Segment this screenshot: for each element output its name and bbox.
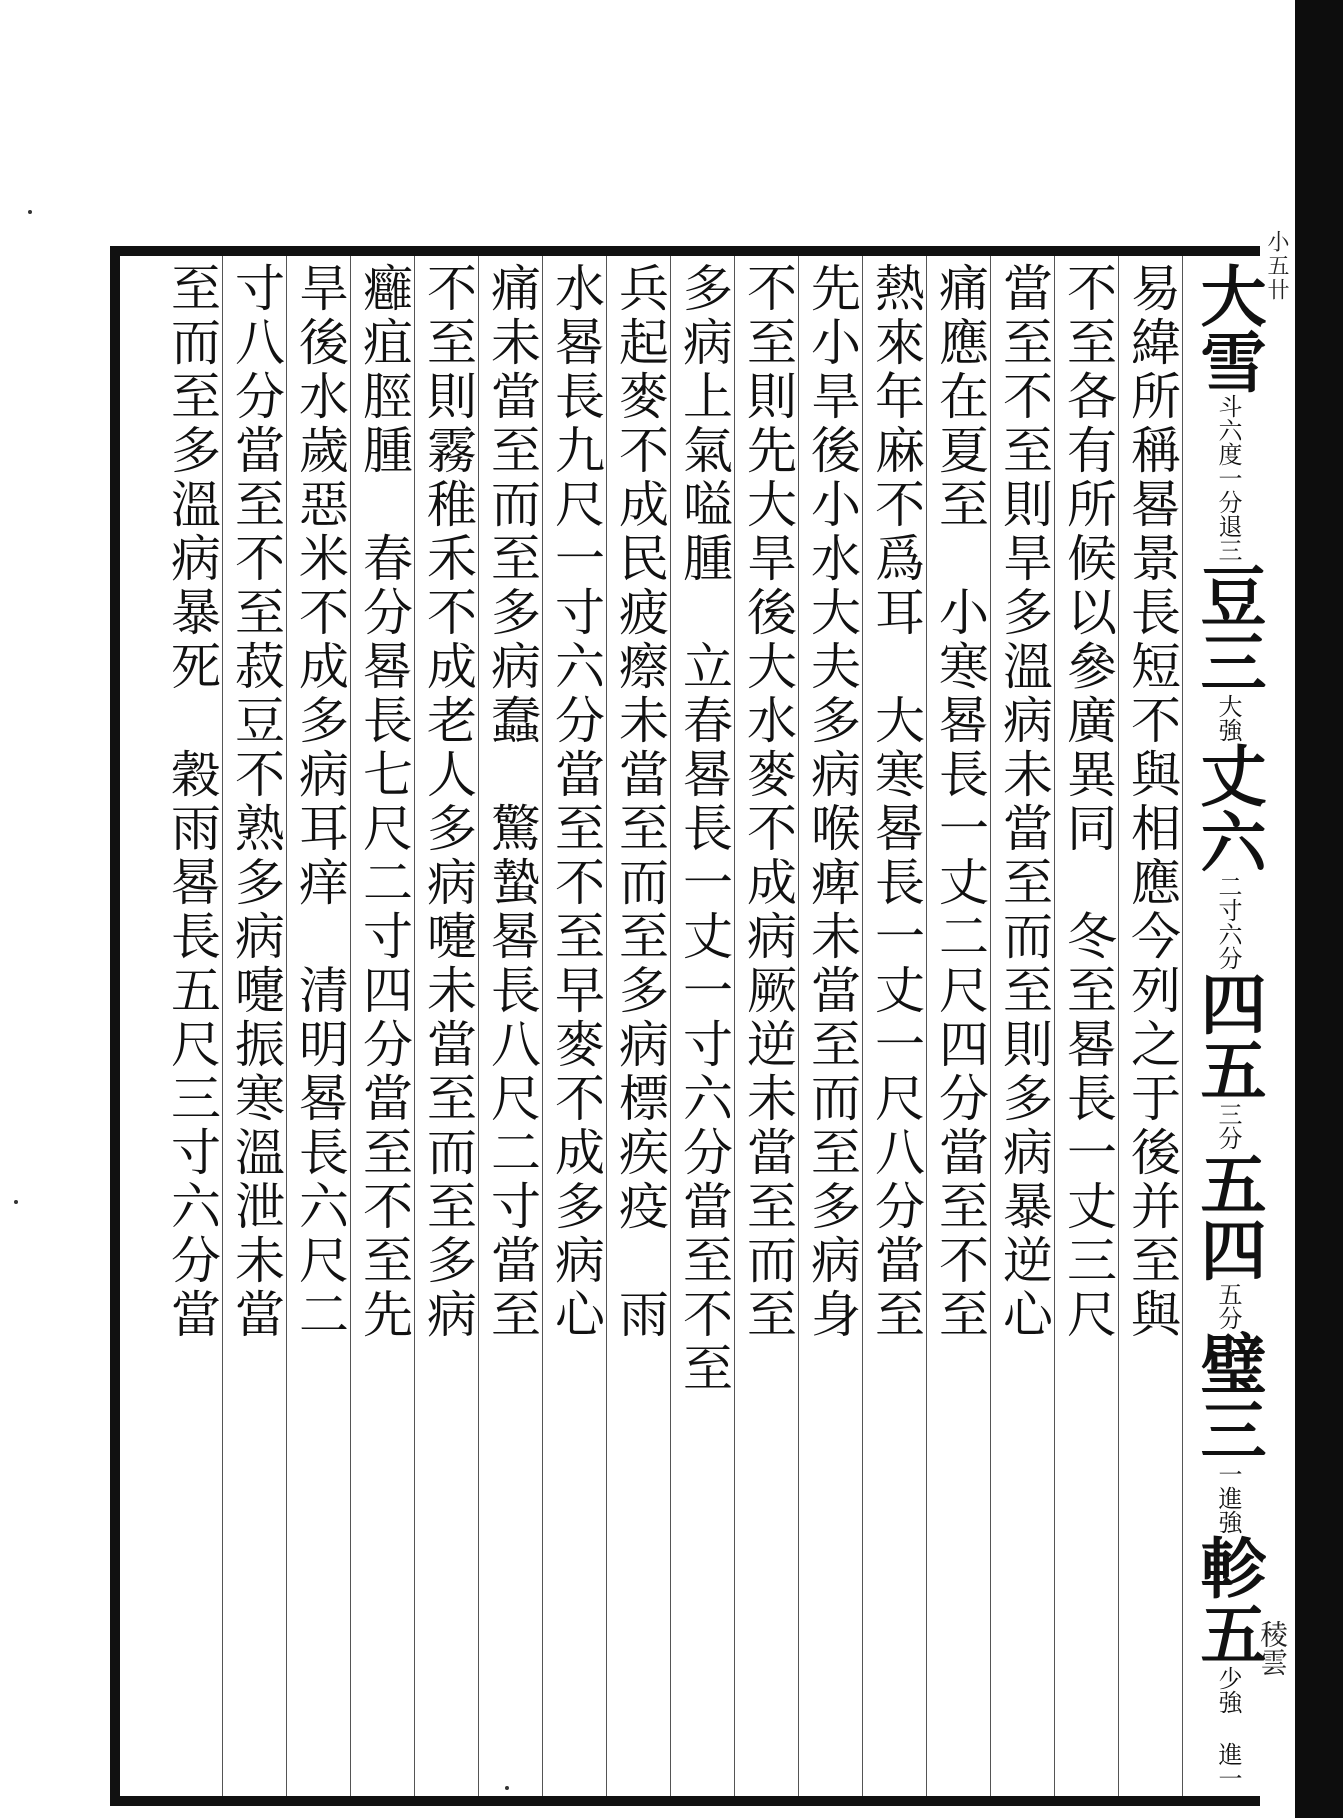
header-label-1: 大雪 bbox=[1189, 262, 1267, 394]
text-column-14: 旱後水歲惡米不成多病耳痒 清明晷長六尺二 bbox=[291, 262, 349, 1342]
column-rule bbox=[926, 256, 927, 1796]
column-rule bbox=[478, 256, 479, 1796]
header-column bbox=[1188, 262, 1267, 1792]
margin-note-top: 小五卄 bbox=[1264, 230, 1289, 302]
text-column-4: 痛應在夏至 小寒晷長一丈二尺四分當至不至 bbox=[931, 262, 989, 1342]
column-rule bbox=[606, 256, 607, 1796]
column-rule bbox=[798, 256, 799, 1796]
header-label-3: 丈六 bbox=[1189, 742, 1267, 874]
header-note-3: 二寸六分 bbox=[1214, 874, 1242, 970]
text-column-13: 癰疽脛腫 春分晷長七尺二寸四分當至不至先 bbox=[355, 262, 413, 1342]
header-note-2: 大強 bbox=[1214, 694, 1242, 742]
column-rule bbox=[286, 256, 287, 1796]
margin-note-bottom: 稜雲 bbox=[1256, 1620, 1289, 1676]
header-note-6: 一進強 bbox=[1214, 1462, 1242, 1534]
header-label-4: 四五 bbox=[1189, 970, 1267, 1102]
text-column-16: 至而至多溫病暴死 穀雨晷長五尺三寸六分當 bbox=[163, 262, 221, 1342]
text-column-12: 不至則霧稚禾不成老人多病嚏未當至而至多病 bbox=[419, 262, 477, 1342]
text-column-2: 不至各有所候以參廣異同 冬至晷長一丈三尺 bbox=[1059, 262, 1117, 1342]
scan-speck bbox=[28, 210, 32, 214]
column-rule bbox=[1182, 256, 1183, 1796]
header-label-6: 璧三 bbox=[1189, 1330, 1267, 1462]
text-column-10: 水晷長九尺一寸六分當至不至早麥不成多病心 bbox=[547, 262, 605, 1342]
text-column-1: 易緯所稱晷景長短不與相應今列之于後并至與 bbox=[1123, 262, 1181, 1342]
column-rule bbox=[350, 256, 351, 1796]
header-note-7: 少強 進一 bbox=[1214, 1666, 1242, 1790]
page-edge-shadow bbox=[1295, 0, 1343, 1818]
scan-speck bbox=[505, 1786, 509, 1790]
header-label-5: 五四 bbox=[1189, 1150, 1267, 1282]
column-rule bbox=[1054, 256, 1055, 1796]
column-rule bbox=[1118, 256, 1119, 1796]
text-column-15: 寸八分當至不至菽豆不熟多病嚏振寒溫泄未當 bbox=[227, 262, 285, 1342]
text-column-3: 當至不至則旱多溫病未當至而至則多病暴逆心 bbox=[995, 262, 1053, 1342]
column-rule bbox=[222, 256, 223, 1796]
header-note-4: 三分 bbox=[1214, 1102, 1242, 1150]
text-column-11: 痛未當至而至多病蠢 驚蟄晷長八尺二寸當至 bbox=[483, 262, 541, 1342]
text-column-7: 不至則先大旱後大水麥不成病厥逆未當至而至 bbox=[739, 262, 797, 1342]
header-note-5: 五分 bbox=[1214, 1282, 1242, 1330]
column-rule bbox=[414, 256, 415, 1796]
text-column-5: 熱來年麻不爲耳 大寒晷長一丈一尺八分當至 bbox=[867, 262, 925, 1342]
column-rule bbox=[542, 256, 543, 1796]
column-rule bbox=[990, 256, 991, 1796]
header-label-2: 豆三 bbox=[1189, 562, 1267, 694]
header-note-1b: 一分退三 bbox=[1214, 466, 1242, 562]
text-column-9: 兵起麥不成民疲瘵未當至而至多病標疾疫 雨 bbox=[611, 262, 669, 1342]
column-rule bbox=[670, 256, 671, 1796]
text-column-8: 多病上氣嗌腫 立春晷長一丈一寸六分當至不至 bbox=[675, 262, 733, 1396]
header-label-7: 軫五 bbox=[1189, 1534, 1267, 1666]
scan-speck bbox=[14, 1200, 18, 1204]
column-rule bbox=[734, 256, 735, 1796]
text-column-6: 先小旱後小水大夫多病喉痺未當至而至多病身 bbox=[803, 262, 861, 1342]
header-note-1a: 斗六度 bbox=[1214, 394, 1242, 466]
column-rule bbox=[862, 256, 863, 1796]
